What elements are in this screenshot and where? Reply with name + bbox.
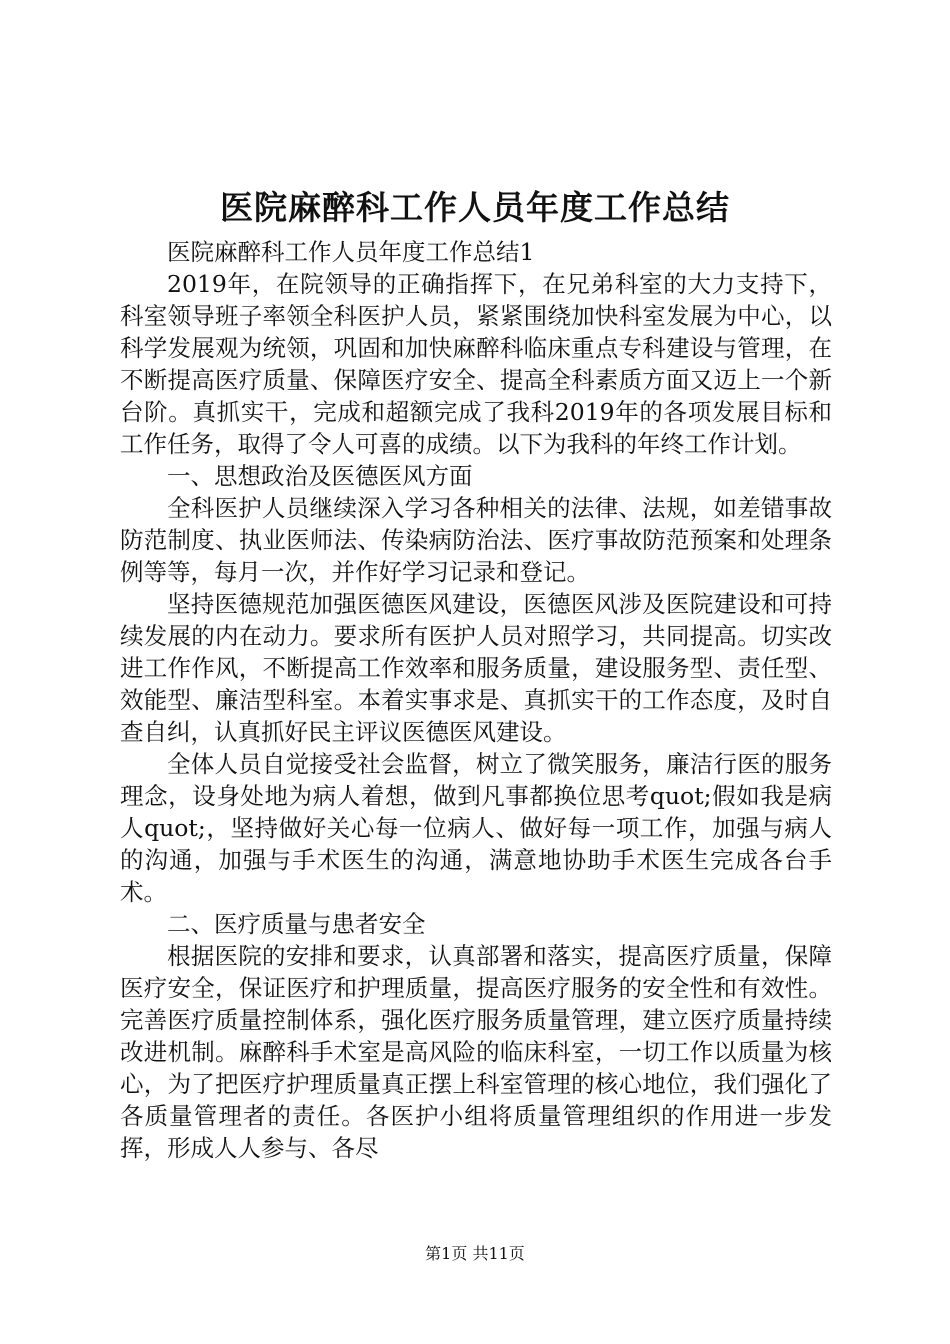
document-body [120,236,832,1164]
paragraph: 全科医护人员继续深入学习各种相关的法律、法规，如差错事故防范制度、执业医师法、传染病防治法、医疗事故防范预案和处理条例等等，每月一次，并作好学习记录和登记。 [120,494,832,586]
page-number-footer: 第1页 共11页 [425,1244,525,1263]
section-heading: 二、医疗质量与患者安全 [167,910,426,938]
document-title: 医院麻醉科工作人员年度工作总结 [220,188,730,227]
paragraph-subtitle: 医院麻醉科工作人员年度工作总结1 [167,238,535,266]
paragraph: 坚持医德规范加强医德医风建设，医德医风涉及医院建设和可持续发展的内在动力。要求所有医护人员对照学习，共同提高。切实改进工作作风，不断提高工作效率和服务质量，建设服务型、责任型、效能型、廉洁型科室。本着实事求是、真抓实干的工作态度，及时自查自纠，认真抓好民主评议医德医风建设。 [120,590,832,746]
paragraph: 全体人员自觉接受社会监督，树立了微笑服务，廉洁行医的服务理念，设身处地为病人着想，做到凡事都换位思考quot;假如我是病人quot;，坚持做好关心每一位病人、做好每一项工作，加强与病人的沟通，加强与手术医生的沟通，满意地协助手术医生完成各台手术。 [120,750,832,906]
paragraph: 2019年，在院领导的正确指挥下，在兄弟科室的大力支持下，科室领导班子率领全科医护人员，紧紧围绕加快科室发展为中心，以科学发展观为统领，巩固和加快麻醉科临床重点专科建设与管理，在不断提高医疗质量、保障医疗安全、提高全科素质方面又迈上一个新台阶。真抓实干，完成和超额完成了我科2019年的各项发展目标和工作任务，取得了令人可喜的成绩。以下为我科的年终工作计划。 [120,270,832,458]
section-heading: 一、思想政治及医德医风方面 [167,462,473,490]
paragraph: 根据医院的安排和要求，认真部署和落实，提高医疗质量，保障医疗安全，保证医疗和护理质量，提高医疗服务的安全性和有效性。完善医疗质量控制体系，强化医疗服务质量管理，建立医疗质量持续改进机制。麻醉科手术室是高风险的临床科室，一切工作以质量为核心，为了把医疗护理质量真正摆上科室管理的核心地位，我们强化了各质量管理者的责任。各医护小组将质量管理组织的作用进一步发挥，形成人人参与、各尽 [120,942,832,1162]
